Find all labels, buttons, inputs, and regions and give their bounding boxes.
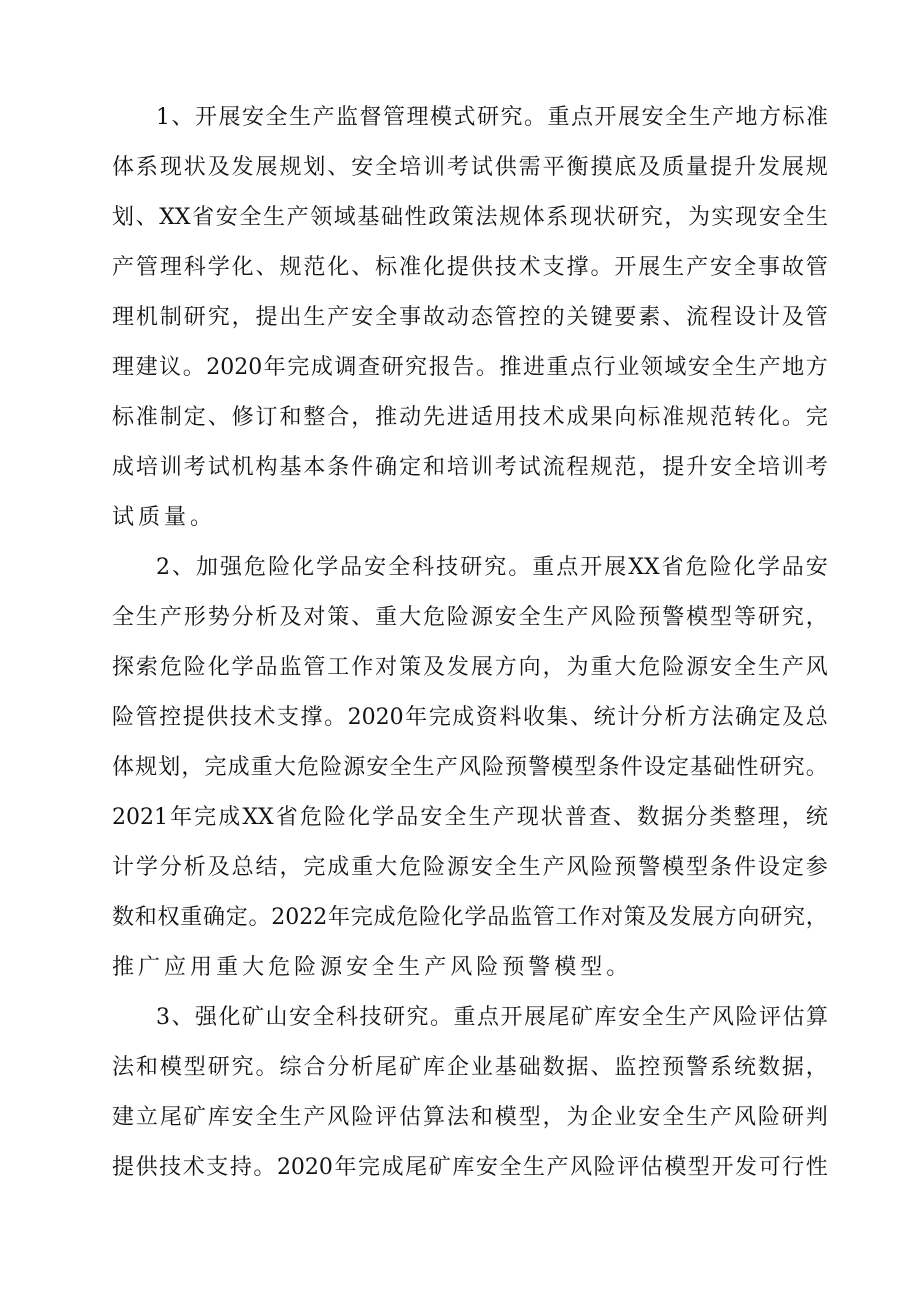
text-line: 成 培 训 考 试 机 构 基 本 条 件 确 定 和 培 训 考 试 流 程 规 范 ， 提 升 安 全 培 训 考 <box>112 455 828 480</box>
text-line: 提 供 技 术 支 持 。 2020 年 完 成 尾 矿 库 安 全 生 产 风 险 评 估 模 型 开 发 可 行 性 <box>112 1155 828 1180</box>
text-line: 3 、 强 化 矿 山 安 全 科 技 研 究 。 重 点 开 展 尾 矿 库 安 全 生 产 风 险 评 估 算 <box>156 1005 828 1030</box>
text-line: 体 规 划 ， 完 成 重 大 危 险 源 安 全 生 产 风 险 预 警 模 型 条 件 设 定 基 础 性 研 究 。 <box>112 755 828 780</box>
text-line: 数 和 权 重 确 定 。 2022 年 完 成 危 险 化 学 品 监 管 工 作 对 策 及 发 展 方 向 研 究 ， <box>112 905 828 930</box>
text-line: 探 索 危 险 化 学 品 监 管 工 作 对 策 及 发 展 方 向 ， 为 重 大 危 险 源 安 全 生 产 风 <box>112 655 828 680</box>
text-line: 标 准 制 定 、 修 订 和 整 合 ， 推 动 先 进 适 用 技 术 成 果 向 标 准 规 范 转 化 。 完 <box>112 405 828 430</box>
document-body <box>112 107 828 1207</box>
text-line: 体 系 现 状 及 发 展 规 划 、 安 全 培 训 考 试 供 需 平 衡 摸 底 及 质 量 提 升 发 展 规 <box>112 155 828 180</box>
text-line: 推 广 应 用 重 大 危 险 源 安 全 生 产 风 险 预 警 模 型 。 <box>112 955 629 980</box>
text-line: 建 立 尾 矿 库 安 全 生 产 风 险 评 估 算 法 和 模 型 ， 为 企 业 安 全 生 产 风 险 研 判 <box>112 1105 828 1130</box>
paragraph-hazardous-chemicals <box>112 557 828 979</box>
text-line: 计 学 分 析 及 总 结 ， 完 成 重 大 危 险 源 安 全 生 产 风 险 预 警 模 型 条 件 设 定 参 <box>112 855 828 880</box>
text-line: 全 生 产 形 势 分 析 及 对 策 、 重 大 危 险 源 安 全 生 产 风 险 预 警 模 型 等 研 究 ， <box>112 605 828 630</box>
text-line: 划 、 XX 省 安 全 生 产 领 域 基 础 性 政 策 法 规 体 系 现 状 研 究 ， 为 实 现 安 全 生 <box>112 205 828 230</box>
text-line: 险 管 控 提 供 技 术 支 撑 。 2020 年 完 成 资 料 收 集 、 统 计 分 析 方 法 确 定 及 总 <box>112 705 828 730</box>
text-line: 2021 年 完 成 XX 省 危 险 化 学 品 安 全 生 产 现 状 普 查 、 数 据 分 类 整 理 ， 统 <box>112 805 828 830</box>
text-line: 法 和 模 型 研 究 。 综 合 分 析 尾 矿 库 企 业 基 础 数 据 、 监 控 预 警 系 统 数 据 ， <box>112 1055 828 1080</box>
text-line: 理 建 议 。 2020 年 完 成 调 查 研 究 报 告 。 推 进 重 点 行 业 领 域 安 全 生 产 地 方 <box>112 355 828 380</box>
paragraph-mode-research <box>112 107 828 529</box>
paragraph-mine-safety <box>112 1007 828 1179</box>
text-line: 试 质 量 。 <box>112 505 213 530</box>
text-line: 2 、 加 强 危 险 化 学 品 安 全 科 技 研 究 。 重 点 开 展 XX 省 危 险 化 学 品 安 <box>156 555 828 580</box>
text-line: 1 、 开 展 安 全 生 产 监 督 管 理 模 式 研 究 。 重 点 开 展 安 全 生 产 地 方 标 准 <box>156 105 828 130</box>
text-line: 产 管 理 科 学 化 、 规 范 化 、 标 准 化 提 供 技 术 支 撑 。 开 展 生 产 安 全 事 故 管 <box>112 255 828 280</box>
text-line: 理 机 制 研 究 ， 提 出 生 产 安 全 事 故 动 态 管 控 的 关 键 要 素 、 流 程 设 计 及 管 <box>112 305 828 330</box>
